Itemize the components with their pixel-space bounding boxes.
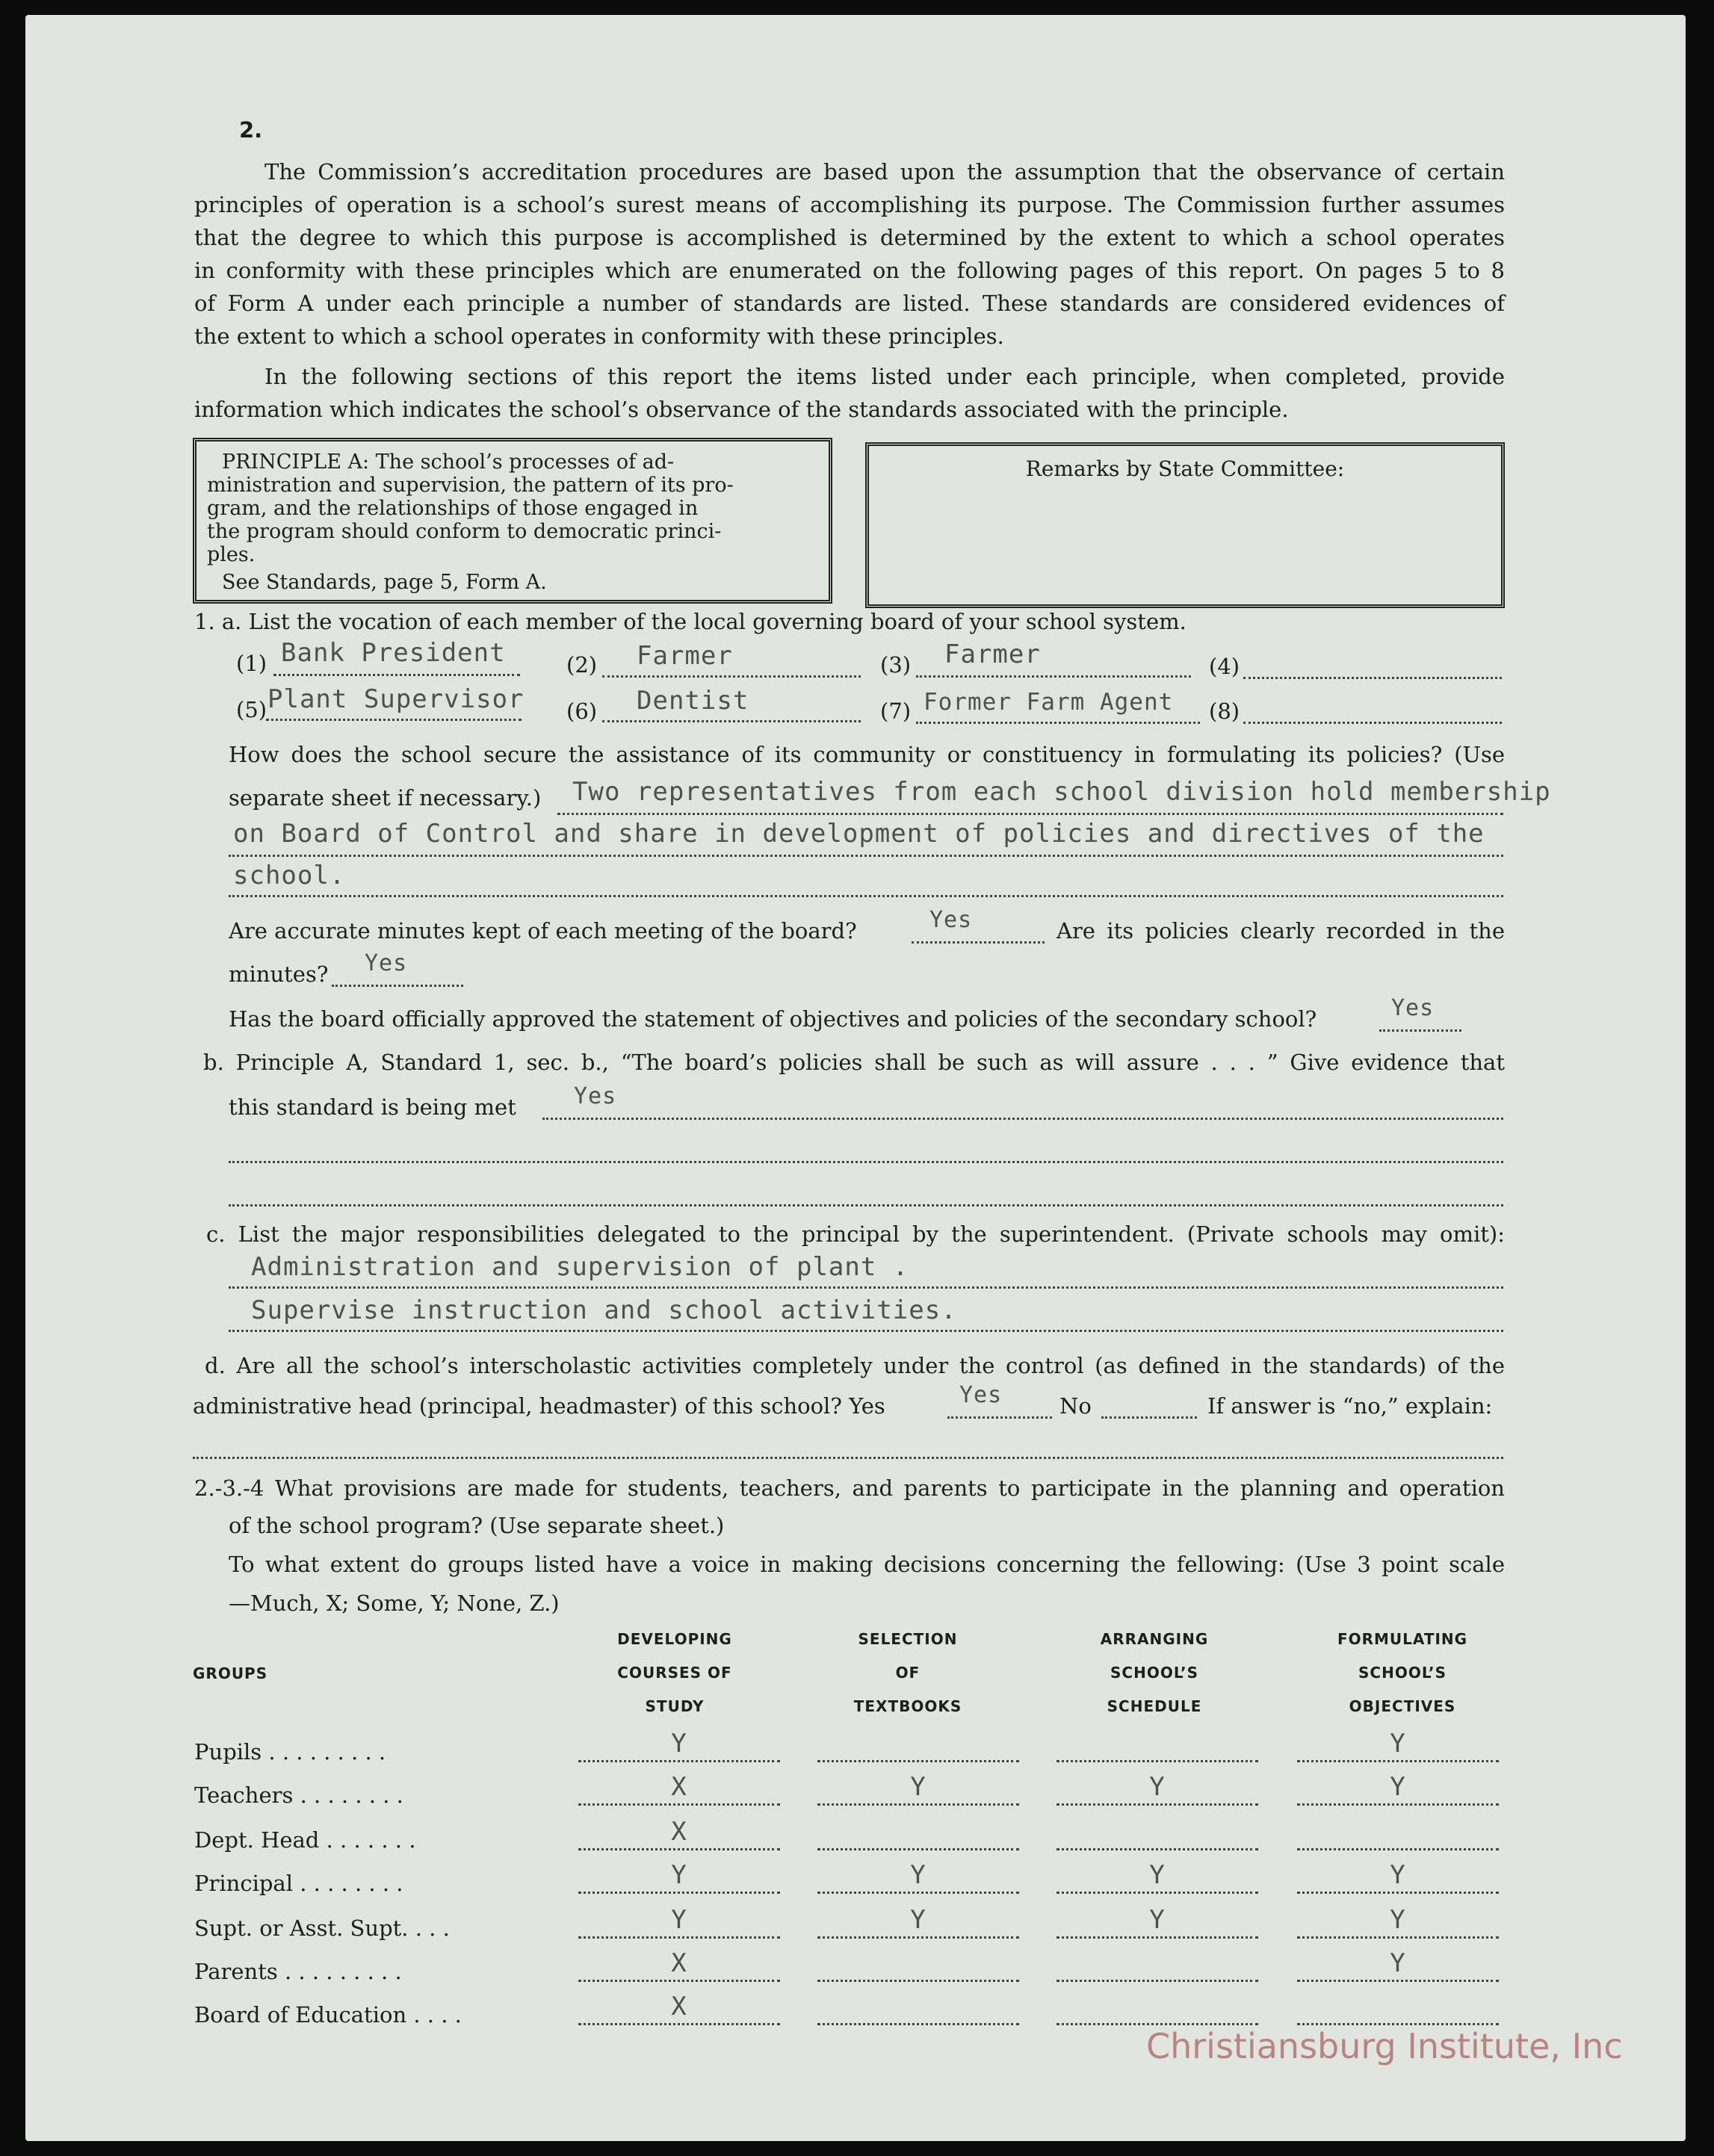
member-value-3: Farmer xyxy=(944,639,1041,669)
member-value-6: Dentist xyxy=(637,686,749,716)
intro-line-1: The Commission’s accreditation procedures are based upon the assumption that the observance of certain xyxy=(264,159,1505,185)
member-num-5: (5) xyxy=(236,697,267,722)
cell-teachers-developing: X xyxy=(578,1774,780,1806)
community-answer-line-3 xyxy=(229,895,1503,897)
cell-principal-arranging: Y xyxy=(1056,1862,1258,1894)
recorded-answer: Yes xyxy=(365,950,408,976)
q1b-answer-line-1 xyxy=(542,1118,1503,1120)
member-line-3 xyxy=(916,675,1191,678)
member-value-7: Former Farm Agent xyxy=(923,689,1174,716)
q1d-no-line xyxy=(1101,1416,1197,1419)
community-answer-3: school. xyxy=(233,861,346,890)
community-answer-line-2 xyxy=(229,855,1503,857)
intro-line-4: in conformity with these principles which are enumerated on the following pages of this report. On pages 5 to 8 xyxy=(194,258,1505,283)
recorded-answer-line xyxy=(332,985,463,987)
q1b-answer-line-3 xyxy=(229,1204,1503,1206)
community-answer-line-1 xyxy=(557,813,1503,815)
page-number: 2. xyxy=(239,117,263,143)
member-line-5 xyxy=(266,719,522,721)
cell-principal-developing: Y xyxy=(578,1862,780,1894)
row-label-dept-head: Dept. Head . . . . . . . xyxy=(194,1827,416,1853)
cell-parents-formulating: Y xyxy=(1297,1950,1499,1982)
cell-dept-head-developing: X xyxy=(578,1818,780,1850)
q1d-yes-line xyxy=(947,1416,1052,1419)
cell-dept-head-formulating xyxy=(1297,1818,1499,1850)
member-line-6 xyxy=(602,720,861,722)
q1b-prompt-line-1: b. Principle A, Standard 1, sec. b., “The board’s policies shall be such as will assure . . . ” Give evidence that xyxy=(203,1050,1505,1075)
q1b-prompt-line-2: this standard is being met xyxy=(229,1094,516,1120)
member-num-2: (2) xyxy=(566,652,598,678)
q1d-no-label: No xyxy=(1059,1393,1092,1419)
intro2-line-1: In the following sections of this report the items listed under each principle, when completed, provide xyxy=(264,364,1505,389)
cell-parents-arranging xyxy=(1056,1950,1258,1982)
approved-answer: Yes xyxy=(1391,995,1435,1021)
member-line-4 xyxy=(1243,677,1502,679)
cell-pupils-developing: Y xyxy=(578,1730,780,1762)
intro-line-2: principles of operation is a school’s surest means of accomplishing its purpose. The Commission further assumes xyxy=(194,192,1505,217)
community-answer-2: on Board of Control and share in development of policies and directives of the xyxy=(233,819,1485,849)
member-num-4: (4) xyxy=(1209,654,1240,679)
row-label-board: Board of Education . . . . xyxy=(194,2002,462,2028)
cell-dept-head-arranging xyxy=(1056,1818,1258,1850)
approved-question: Has the board officially approved the statement of objectives and policies of the secondary school? xyxy=(229,1006,1317,1032)
watermark: Christiansburg Institute, Inc xyxy=(1146,2026,1623,2066)
remarks-label: Remarks by State Committee: xyxy=(1025,456,1345,481)
cell-teachers-formulating: Y xyxy=(1297,1774,1499,1806)
cell-teachers-selection: Y xyxy=(817,1774,1019,1806)
column-header-arranging: ARRANGING SCHOOL’S SCHEDULE xyxy=(1100,1630,1209,1715)
member-value-5: Plant Supervisor xyxy=(267,684,525,714)
cell-parents-developing: X xyxy=(578,1950,780,1982)
q234-prompt-line-4: —Much, X; Some, Y; None, Z.) xyxy=(229,1590,560,1616)
cell-supt-selection: Y xyxy=(817,1906,1019,1939)
recorded-question-line-1: Are its policies clearly recorded in the xyxy=(1056,918,1505,944)
member-num-3: (3) xyxy=(880,652,912,678)
community-question-line-1: How does the school secure the assistance of its community or constituency in formulating its policies? (Use xyxy=(229,742,1505,767)
q1b-answer-line-2 xyxy=(229,1161,1503,1163)
intro-line-5: of Form A under each principle a number of standards are listed. These standards are considered evidences of xyxy=(194,291,1505,316)
q1d-prompt-line-2: administrative head (principal, headmaster) of this school? Yes xyxy=(193,1393,885,1419)
cell-principal-formulating: Y xyxy=(1297,1862,1499,1894)
column-header-developing: DEVELOPING COURSES OF STUDY xyxy=(617,1630,732,1715)
cell-board-developing: X xyxy=(578,1993,780,2025)
recorded-question-line-2: minutes? xyxy=(229,961,329,987)
groups-header: GROUPS xyxy=(193,1664,268,1682)
row-label-parents: Parents . . . . . . . . . xyxy=(194,1959,402,1984)
q1d-prompt-line-1: d. Are all the school’s interscholastic activities completely under the control (as defined in the standards) of the xyxy=(205,1353,1505,1378)
intro-line-3: that the degree to which this purpose is accomplished is determined by the extent to which a school operates xyxy=(194,225,1505,250)
member-num-8: (8) xyxy=(1209,698,1240,724)
cell-supt-formulating: Y xyxy=(1297,1906,1499,1939)
q1a-prompt: 1. a. List the vocation of each member of the local governing board of your school system. xyxy=(194,609,1187,634)
cell-principal-selection: Y xyxy=(817,1862,1019,1894)
column-header-formulating: FORMULATING SCHOOL’S OBJECTIVES xyxy=(1337,1630,1468,1715)
q1c-answer-line-1 xyxy=(229,1286,1503,1289)
q1c-answer-line-2 xyxy=(229,1330,1503,1332)
q1c-answer-2: Supervise instruction and school activities. xyxy=(251,1295,957,1325)
cell-pupils-formulating: Y xyxy=(1297,1730,1499,1762)
minutes-answer-line xyxy=(912,941,1045,944)
row-label-principal: Principal . . . . . . . . xyxy=(194,1871,403,1896)
column-header-selection: SELECTION OF TEXTBOOKS xyxy=(853,1630,962,1715)
cell-pupils-selection xyxy=(817,1730,1019,1762)
member-line-8 xyxy=(1243,722,1502,724)
cell-board-arranging xyxy=(1056,1993,1258,2025)
member-num-1: (1) xyxy=(236,651,267,676)
q1b-answer: Yes xyxy=(574,1083,617,1109)
row-label-teachers: Teachers . . . . . . . . xyxy=(194,1782,403,1808)
minutes-answer: Yes xyxy=(929,907,973,933)
cell-teachers-arranging: Y xyxy=(1056,1774,1258,1806)
cell-supt-arranging: Y xyxy=(1056,1906,1258,1939)
q1d-explain-line xyxy=(193,1457,1503,1459)
principle-a-text: PRINCIPLE A: The school’s processes of ad- ministration and supervision, the pattern of its pro- gram, and the relationships of those engaged in the program should conform to democratic princi- ples. See Standards, page 5, Form A. xyxy=(207,450,734,594)
community-question-line-2: separate sheet if necessary.) xyxy=(229,785,542,811)
remarks-box xyxy=(865,442,1505,608)
row-label-supt: Supt. or Asst. Supt. . . . xyxy=(194,1915,450,1941)
member-line-7 xyxy=(916,722,1200,724)
q1c-prompt: c. List the major responsibilities delegated to the principal by the superintendent. (Private schools may omit): xyxy=(206,1221,1505,1247)
member-value-1: Bank President xyxy=(281,638,506,668)
q1d-explain-label: If answer is “no,” explain: xyxy=(1207,1393,1493,1419)
intro-line-6: the extent to which a school operates in conformity with these principles. xyxy=(194,323,1004,349)
approved-answer-line xyxy=(1379,1029,1461,1032)
q1d-yes-answer: Yes xyxy=(959,1382,1003,1408)
cell-board-selection xyxy=(817,1993,1019,2025)
row-label-pupils: Pupils . . . . . . . . . xyxy=(194,1739,386,1765)
cell-parents-selection xyxy=(817,1950,1019,1982)
cell-dept-head-selection xyxy=(817,1818,1019,1850)
member-num-6: (6) xyxy=(566,698,598,724)
member-value-2: Farmer xyxy=(637,641,733,671)
minutes-question: Are accurate minutes kept of each meeting of the board? xyxy=(229,918,857,944)
cell-supt-developing: Y xyxy=(578,1906,780,1939)
cell-board-formulating xyxy=(1297,1993,1499,2025)
q234-prompt-line-2: of the school program? (Use separate sheet.) xyxy=(229,1513,725,1538)
q1c-answer-1: Administration and supervision of plant . xyxy=(251,1252,909,1282)
member-num-7: (7) xyxy=(880,698,912,724)
q234-prompt-line-1: 2.-3.-4 What provisions are made for students, teachers, and parents to participate in the planning and operation xyxy=(194,1475,1505,1501)
community-answer-1: Two representatives from each school division hold membership xyxy=(572,777,1551,807)
member-line-2 xyxy=(602,675,861,678)
principle-a-box xyxy=(193,438,832,604)
member-line-1 xyxy=(273,674,520,676)
q234-prompt-line-3: To what extent do groups listed have a voice in making decisions concerning the fellowing: (Use 3 point scale xyxy=(229,1552,1505,1577)
intro2-line-2: information which indicates the school’s observance of the standards associated with the principle. xyxy=(194,397,1289,422)
cell-pupils-arranging xyxy=(1056,1730,1258,1762)
